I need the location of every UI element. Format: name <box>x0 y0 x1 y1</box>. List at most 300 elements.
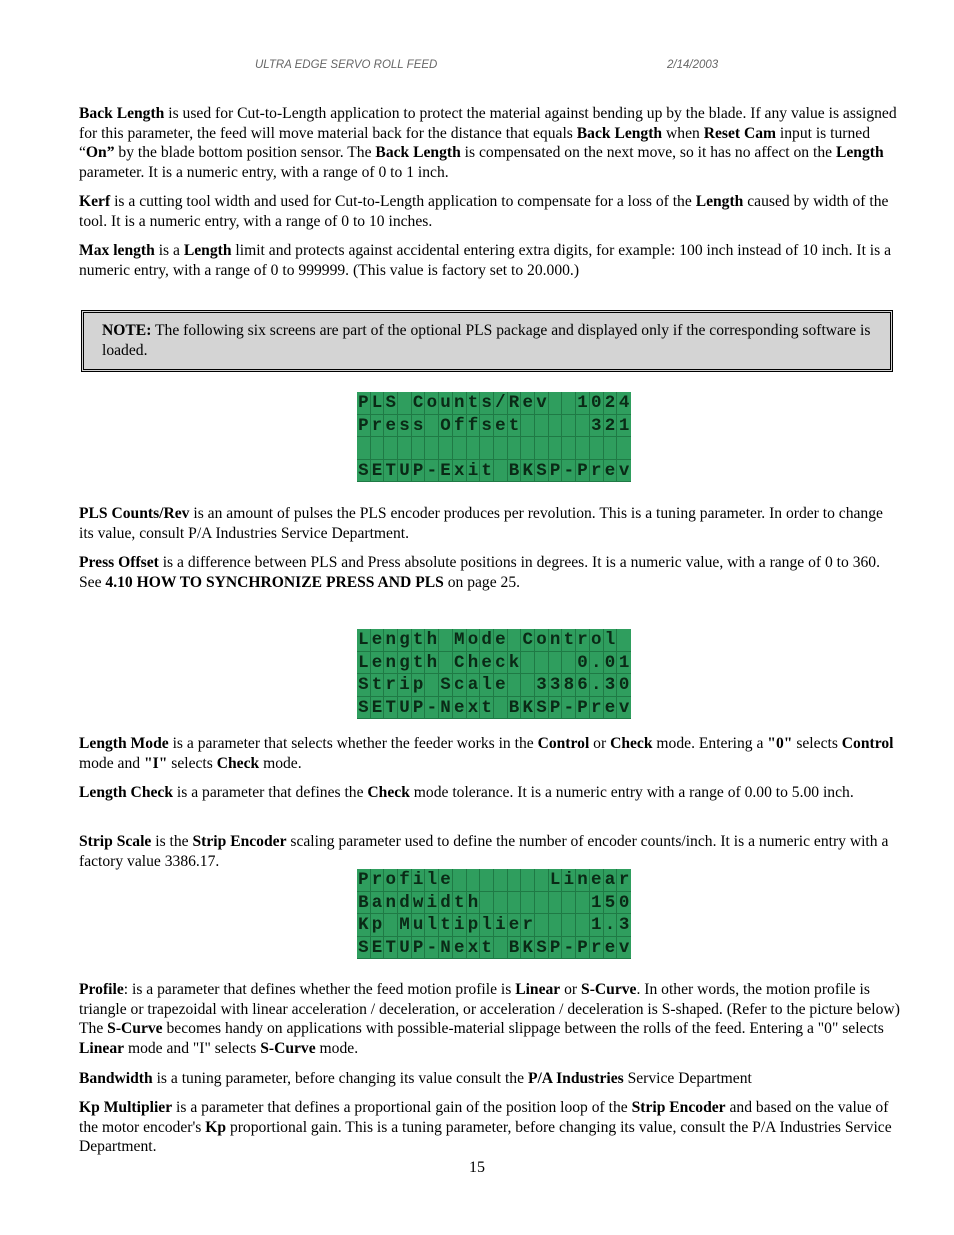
lcd-char-cell: P <box>576 460 590 483</box>
lcd-char-cell <box>521 674 535 697</box>
lcd-char-cell: o <box>425 392 439 415</box>
bold-term: "I" <box>143 754 168 772</box>
lcd-char-cell <box>508 629 522 652</box>
lcd-char-cell <box>467 437 481 460</box>
bold-term: Bandwidth <box>79 1070 153 1087</box>
lcd-char-cell <box>617 437 631 460</box>
lcd-char-cell: 1 <box>618 652 630 673</box>
lcd-char-cell <box>562 415 576 438</box>
lcd-char-cell <box>576 892 590 915</box>
lcd-char-cell <box>357 437 371 460</box>
lcd-char-cell: K <box>521 697 535 720</box>
lcd-char-cell <box>494 697 508 720</box>
lcd-char-cell: o <box>384 869 398 892</box>
lcd-char-cell: h <box>467 652 481 675</box>
lcd-char-cell <box>494 869 508 892</box>
para-back-length <box>79 104 901 182</box>
text-run: Service Department <box>623 1070 752 1087</box>
lcd-char-cell: l <box>604 629 618 652</box>
bold-term: Length <box>183 242 232 259</box>
lcd-char-cell <box>384 437 398 460</box>
lcd-char-cell <box>439 652 453 675</box>
bold-term: S-Curve <box>581 981 637 998</box>
bold-term: NOTE: <box>102 322 152 339</box>
text-run: . In other words, the motion profile is triangle or trapezoidal with linear acceleration / deceleration, or acceleration / deceleration is S-shaped. (Refer to the picture below) The <box>79 981 900 1038</box>
lcd-char-cell: e <box>371 629 385 652</box>
lcd-char-cell <box>508 674 522 697</box>
para-bandwidth <box>79 1069 901 1089</box>
lcd-char-cell <box>549 914 563 937</box>
para-press-offset <box>79 553 901 592</box>
lcd-char-cell: p <box>467 914 481 937</box>
lcd-char-cell: e <box>453 937 467 960</box>
lcd-char-cell <box>535 869 549 892</box>
lcd-char-cell: d <box>480 629 494 652</box>
lcd-char-cell: l <box>425 869 439 892</box>
lcd-char-cell: r <box>521 914 535 937</box>
text-run: is compensated on the next move, so it has no affect on the <box>460 144 836 162</box>
lcd-char-cell: e <box>521 392 535 415</box>
bold-term: Length <box>835 144 884 162</box>
lcd-char-cell: x <box>453 460 467 483</box>
lcd-char-cell: e <box>384 415 398 438</box>
lcd-char-cell: S <box>357 937 371 960</box>
lcd-char-cell: U <box>398 697 412 720</box>
lcd-char-cell: B <box>508 937 522 960</box>
lcd-screen-length <box>357 629 631 719</box>
bold-term: Press Offset <box>79 554 159 571</box>
lcd-char-cell: B <box>508 460 522 483</box>
lcd-char-cell <box>521 437 535 460</box>
lcd-char-cell: e <box>494 415 508 438</box>
text-run: caused by width of the tool. It is a numeric entry, with a range of 0 to 10 inches. <box>79 193 889 230</box>
lcd-char-cell: 4 <box>618 393 630 413</box>
lcd-char-cell: 3 <box>549 674 563 697</box>
lcd-char-cell: S <box>357 697 371 720</box>
lcd-char-cell: 2 <box>604 415 618 438</box>
lcd-char-cell: e <box>371 652 385 675</box>
lcd-char-cell: u <box>439 392 453 415</box>
bold-term: Back Length <box>79 105 165 122</box>
lcd-char-cell: C <box>521 629 535 652</box>
lcd-char-cell: e <box>494 674 508 697</box>
lcd-char-cell <box>576 415 590 438</box>
lcd-char-cell: v <box>618 460 630 481</box>
lcd-char-cell: P <box>576 697 590 720</box>
page-number: 15 <box>469 1159 485 1176</box>
lcd-char-cell: a <box>604 869 618 892</box>
lcd-char-cell <box>425 674 439 697</box>
lcd-char-cell: r <box>371 869 385 892</box>
lcd-char-cell <box>494 892 508 915</box>
lcd-char-cell: 3 <box>590 415 604 438</box>
lcd-char-cell <box>590 437 604 460</box>
lcd-char-cell: S <box>357 674 371 697</box>
text-run: mode tolerance. It is a numeric entry with a range of 0.00 to 5.00 inch. <box>409 784 854 801</box>
text-run: is a parameter that selects whether the feeder works in the <box>168 735 538 752</box>
lcd-char-cell <box>549 892 563 915</box>
lcd-char-cell: e <box>590 869 604 892</box>
lcd-char-cell: c <box>494 652 508 675</box>
bold-term: S-Curve <box>107 1020 163 1038</box>
lcd-char-cell <box>535 892 549 915</box>
lcd-char-cell: e <box>604 937 618 960</box>
lcd-char-cell: n <box>549 629 563 652</box>
lcd-char-cell <box>384 914 398 937</box>
lcd-char-cell: t <box>412 652 426 675</box>
lcd-char-cell <box>562 437 576 460</box>
text-run: limit and protects against accidental entering extra digits, for example: 100 inch instead of 10 inch. It is a numeric entry, with a range of 0 to 999999. (This value is factory set to 20.000.) <box>79 242 892 279</box>
bold-term: Max length <box>79 242 155 259</box>
lcd-char-cell: / <box>494 392 508 415</box>
bold-term: Control <box>537 735 590 752</box>
lcd-char-cell: l <box>480 914 494 937</box>
lcd-char-cell: P <box>357 392 371 415</box>
bold-term: Back Length <box>375 144 461 162</box>
bold-term: Check <box>216 754 260 772</box>
lcd-char-cell <box>412 437 426 460</box>
lcd-char-cell: P <box>549 697 563 720</box>
lcd-char-cell: 0 <box>604 652 618 675</box>
lcd-char-cell: 0 <box>576 652 590 675</box>
lcd-char-cell: S <box>439 674 453 697</box>
lcd-char-cell <box>562 652 576 675</box>
para-strip-scale <box>79 832 901 871</box>
text-run: or <box>589 735 611 752</box>
bold-term: Linear <box>515 981 561 998</box>
lcd-char-cell: g <box>398 652 412 675</box>
lcd-char-cell: R <box>508 392 522 415</box>
bold-term: Strip Encoder <box>631 1099 726 1116</box>
lcd-char-cell: 2 <box>604 392 618 415</box>
lcd-char-cell: t <box>480 460 494 483</box>
lcd-char-cell: 5 <box>604 892 618 915</box>
lcd-char-cell: E <box>371 697 385 720</box>
lcd-char-cell: f <box>453 415 467 438</box>
text-run: mode. Entering a <box>652 735 768 752</box>
lcd-char-cell: l <box>480 674 494 697</box>
bold-term: Control <box>841 735 894 752</box>
lcd-char-cell: v <box>535 392 549 415</box>
lcd-char-cell: r <box>590 460 604 483</box>
lcd-char-cell: - <box>562 697 576 720</box>
text-run: on page 25. <box>443 573 521 591</box>
lcd-char-cell <box>371 437 385 460</box>
bold-term: Kp <box>205 1118 227 1136</box>
lcd-char-cell: t <box>562 629 576 652</box>
lcd-char-cell <box>521 652 535 675</box>
lcd-char-cell: U <box>398 460 412 483</box>
lcd-char-cell: e <box>439 869 453 892</box>
para-profile <box>79 980 901 1058</box>
lcd-char-cell: S <box>384 392 398 415</box>
lcd-char-cell: l <box>425 914 439 937</box>
lcd-char-cell <box>439 437 453 460</box>
lcd-char-cell <box>576 437 590 460</box>
lcd-char-cell: f <box>467 415 481 438</box>
lcd-char-cell: i <box>453 914 467 937</box>
lcd-char-cell: r <box>618 870 630 890</box>
text-run: is an amount of pulses the PLS encoder produces per revolution. This is a tuning parameter. In order to change its value, consult P/A Industries Service Department. <box>79 505 883 542</box>
bold-term: On” <box>85 144 115 162</box>
lcd-char-cell: s <box>412 415 426 438</box>
lcd-char-cell: C <box>453 652 467 675</box>
lcd-char-cell <box>617 629 631 652</box>
lcd-char-cell <box>494 437 508 460</box>
lcd-char-cell <box>604 437 618 460</box>
bold-term: Check <box>610 735 653 752</box>
text-run: by the blade bottom position sensor. The <box>114 144 376 162</box>
lcd-screen-pls <box>357 392 631 482</box>
lcd-char-cell: 1 <box>590 892 604 915</box>
bold-term: Kerf <box>79 193 111 210</box>
text-run: or <box>560 981 582 998</box>
lcd-char-cell: t <box>453 892 467 915</box>
bold-term: PLS Counts/Rev <box>79 505 190 522</box>
text-run: is the <box>151 833 193 850</box>
text-run: The following six screens are part of the optional PLS package and displayed only if the corresponding software is loaded. <box>102 322 871 359</box>
lcd-char-cell: n <box>384 892 398 915</box>
bold-term: Strip Encoder <box>192 833 287 850</box>
bold-term: "0" <box>767 735 793 752</box>
lcd-char-cell: o <box>467 629 481 652</box>
lcd-char-cell: h <box>467 892 481 915</box>
lcd-char-cell: P <box>412 937 426 960</box>
lcd-char-cell <box>562 892 576 915</box>
lcd-char-cell: r <box>371 415 385 438</box>
lcd-char-cell: d <box>398 892 412 915</box>
lcd-char-cell: B <box>508 697 522 720</box>
lcd-char-cell: P <box>357 869 371 892</box>
lcd-char-cell <box>508 437 522 460</box>
lcd-char-cell: t <box>508 415 522 438</box>
lcd-char-cell: L <box>357 652 371 675</box>
lcd-char-cell <box>398 437 412 460</box>
lcd-char-cell: L <box>549 869 563 892</box>
text-run: and based on the value of the motor encoder's <box>79 1099 889 1136</box>
lcd-char-cell: o <box>535 629 549 652</box>
lcd-char-cell: a <box>467 674 481 697</box>
lcd-char-cell: S <box>535 937 549 960</box>
lcd-char-cell: N <box>439 937 453 960</box>
lcd-char-cell: p <box>412 674 426 697</box>
header-date: 2/14/2003 <box>667 59 719 71</box>
lcd-char-cell: . <box>590 652 604 675</box>
lcd-char-cell <box>549 415 563 438</box>
lcd-char-cell: e <box>480 652 494 675</box>
lcd-char-cell: 0 <box>618 892 630 913</box>
lcd-char-cell <box>521 415 535 438</box>
lcd-char-cell: k <box>508 652 522 675</box>
bold-term: Check <box>367 784 410 801</box>
text-run: parameter. It is a numeric entry, with a range of 0 to 1 inch. <box>79 163 449 181</box>
lcd-char-cell: S <box>535 460 549 483</box>
text-run: becomes handy on applications with possible-material slippage between the rolls of the feed. Entering a "0" selects <box>162 1020 884 1038</box>
lcd-char-cell: h <box>425 652 439 675</box>
lcd-char-cell: T <box>384 937 398 960</box>
lcd-char-cell: T <box>384 460 398 483</box>
lcd-char-cell <box>480 869 494 892</box>
lcd-char-cell <box>480 892 494 915</box>
lcd-char-cell: u <box>412 914 426 937</box>
lcd-char-cell <box>508 892 522 915</box>
bold-term: Strip Scale <box>79 833 152 850</box>
lcd-char-cell: a <box>371 892 385 915</box>
lcd-char-cell: 3 <box>604 674 618 697</box>
lcd-char-cell <box>562 914 576 937</box>
lcd-char-cell: p <box>371 914 385 937</box>
lcd-char-cell: i <box>412 869 426 892</box>
lcd-char-cell: L <box>371 392 385 415</box>
lcd-char-cell: K <box>521 937 535 960</box>
lcd-char-cell: t <box>412 629 426 652</box>
lcd-char-cell: e <box>453 697 467 720</box>
lcd-char-cell: r <box>590 937 604 960</box>
lcd-char-cell: r <box>576 629 590 652</box>
para-kp-multiplier <box>79 1098 901 1157</box>
lcd-char-cell: K <box>357 914 371 937</box>
lcd-char-cell <box>576 914 590 937</box>
lcd-char-cell <box>562 392 576 415</box>
lcd-char-cell: L <box>357 629 371 652</box>
para-length-check <box>79 783 901 803</box>
lcd-char-cell: n <box>576 869 590 892</box>
lcd-char-cell: K <box>521 460 535 483</box>
lcd-char-cell <box>480 437 494 460</box>
text-run: selects <box>167 754 217 772</box>
lcd-char-cell: t <box>371 674 385 697</box>
text-run: scaling parameter used to define the number of encoder counts/inch. It is a numeric entry with a factory value 3386.17. <box>79 833 889 870</box>
lcd-char-cell: f <box>398 869 412 892</box>
text-run: mode. <box>259 754 302 772</box>
lcd-char-cell: E <box>371 460 385 483</box>
header-title: ULTRA EDGE SERVO ROLL FEED <box>255 59 438 71</box>
lcd-char-cell: - <box>425 937 439 960</box>
lcd-char-cell: n <box>384 629 398 652</box>
bold-term: Profile <box>79 981 124 998</box>
lcd-char-cell: 0 <box>590 392 604 415</box>
bold-term: Kp Multiplier <box>79 1099 173 1116</box>
para-max-length <box>79 241 901 280</box>
lcd-char-cell: 3 <box>535 674 549 697</box>
bold-term: Length Mode <box>79 735 169 752</box>
text-run: input is turned “ <box>79 124 870 162</box>
lcd-char-cell: P <box>357 415 371 438</box>
lcd-char-cell: g <box>398 629 412 652</box>
lcd-char-cell: C <box>412 392 426 415</box>
text-run: is a parameter that defines the <box>173 784 368 801</box>
text-run: when <box>662 124 704 142</box>
lcd-char-cell: c <box>453 674 467 697</box>
lcd-char-cell: d <box>439 892 453 915</box>
lcd-char-cell <box>549 392 563 415</box>
para-length-mode <box>79 734 901 773</box>
text-run: mode and <box>79 754 144 772</box>
lcd-char-cell: i <box>467 460 481 483</box>
lcd-char-cell: P <box>412 460 426 483</box>
lcd-char-cell <box>398 392 412 415</box>
lcd-char-cell: e <box>604 460 618 483</box>
lcd-char-cell: M <box>398 914 412 937</box>
text-run: is a parameter that defines a proportional gain of the position loop of the <box>172 1099 632 1116</box>
text-run: : is a parameter that defines whether the feed motion profile is <box>123 981 516 998</box>
bold-term: Back Length <box>576 124 663 142</box>
lcd-char-cell <box>535 914 549 937</box>
text-run: is a <box>154 242 184 259</box>
lcd-char-cell: B <box>357 892 371 915</box>
lcd-char-cell: . <box>590 674 604 697</box>
lcd-char-cell: - <box>425 460 439 483</box>
lcd-char-cell: S <box>535 697 549 720</box>
lcd-char-cell <box>535 437 549 460</box>
bold-term: Length <box>695 193 744 210</box>
lcd-char-cell: t <box>480 937 494 960</box>
lcd-char-cell <box>425 437 439 460</box>
bold-term: Reset Cam <box>703 124 776 142</box>
lcd-char-cell: s <box>480 392 494 415</box>
lcd-char-cell <box>549 437 563 460</box>
lcd-char-cell: i <box>398 674 412 697</box>
bold-term: 4.10 HOW TO SYNCHRONIZE PRESS AND PLS <box>105 573 444 591</box>
lcd-char-cell: 0 <box>618 675 630 695</box>
lcd-char-cell <box>439 629 453 652</box>
text-run: is used for Cut-to-Length application to protect the material against bending up by the blade. If any value is assigned for this parameter, the feed will move material back for the distance that equals <box>79 105 897 142</box>
text-run: is a difference between PLS and Press absolute positions in degrees. It is a numeric value, with a range of 0 to 360. See <box>79 554 881 591</box>
lcd-char-cell: 1 <box>576 392 590 415</box>
note-box <box>81 310 893 372</box>
lcd-char-cell: o <box>590 629 604 652</box>
lcd-char-cell: 6 <box>576 674 590 697</box>
lcd-char-cell <box>508 869 522 892</box>
lcd-char-cell: - <box>562 460 576 483</box>
lcd-char-cell: - <box>562 937 576 960</box>
lcd-char-cell: h <box>425 629 439 652</box>
lcd-char-cell: r <box>590 697 604 720</box>
lcd-char-cell: P <box>576 937 590 960</box>
lcd-char-cell: e <box>494 629 508 652</box>
lcd-char-cell: i <box>562 869 576 892</box>
lcd-char-cell <box>549 652 563 675</box>
lcd-char-cell: v <box>618 697 630 718</box>
para-kerf <box>79 192 901 231</box>
lcd-char-cell <box>467 869 481 892</box>
lcd-char-cell <box>535 652 549 675</box>
text-run: is a tuning parameter, before changing its value consult the <box>152 1070 528 1087</box>
bold-term: P/A Industries <box>527 1070 624 1087</box>
lcd-char-cell <box>425 415 439 438</box>
lcd-char-cell: M <box>453 629 467 652</box>
lcd-char-cell <box>521 892 535 915</box>
lcd-char-cell: U <box>398 937 412 960</box>
lcd-char-cell: i <box>425 892 439 915</box>
text-run: mode. <box>315 1039 359 1057</box>
lcd-char-cell: 3 <box>618 915 630 935</box>
lcd-char-cell: x <box>467 937 481 960</box>
lcd-char-cell: T <box>384 697 398 720</box>
lcd-char-cell: i <box>494 914 508 937</box>
lcd-char-cell: e <box>508 914 522 937</box>
lcd-char-cell <box>494 460 508 483</box>
lcd-char-cell: 1 <box>618 415 630 436</box>
text-run: proportional gain. This is a tuning parameter, before changing its value, consult the P/A Industries Service Department. <box>79 1118 892 1156</box>
text-run: is a cutting tool width and used for Cut-to-Length application to compensate for a loss of the <box>110 193 696 210</box>
lcd-char-cell: E <box>439 460 453 483</box>
lcd-char-cell: - <box>425 697 439 720</box>
lcd-char-cell: t <box>439 914 453 937</box>
lcd-char-cell: s <box>480 415 494 438</box>
lcd-char-cell <box>521 869 535 892</box>
lcd-char-cell: 8 <box>562 674 576 697</box>
